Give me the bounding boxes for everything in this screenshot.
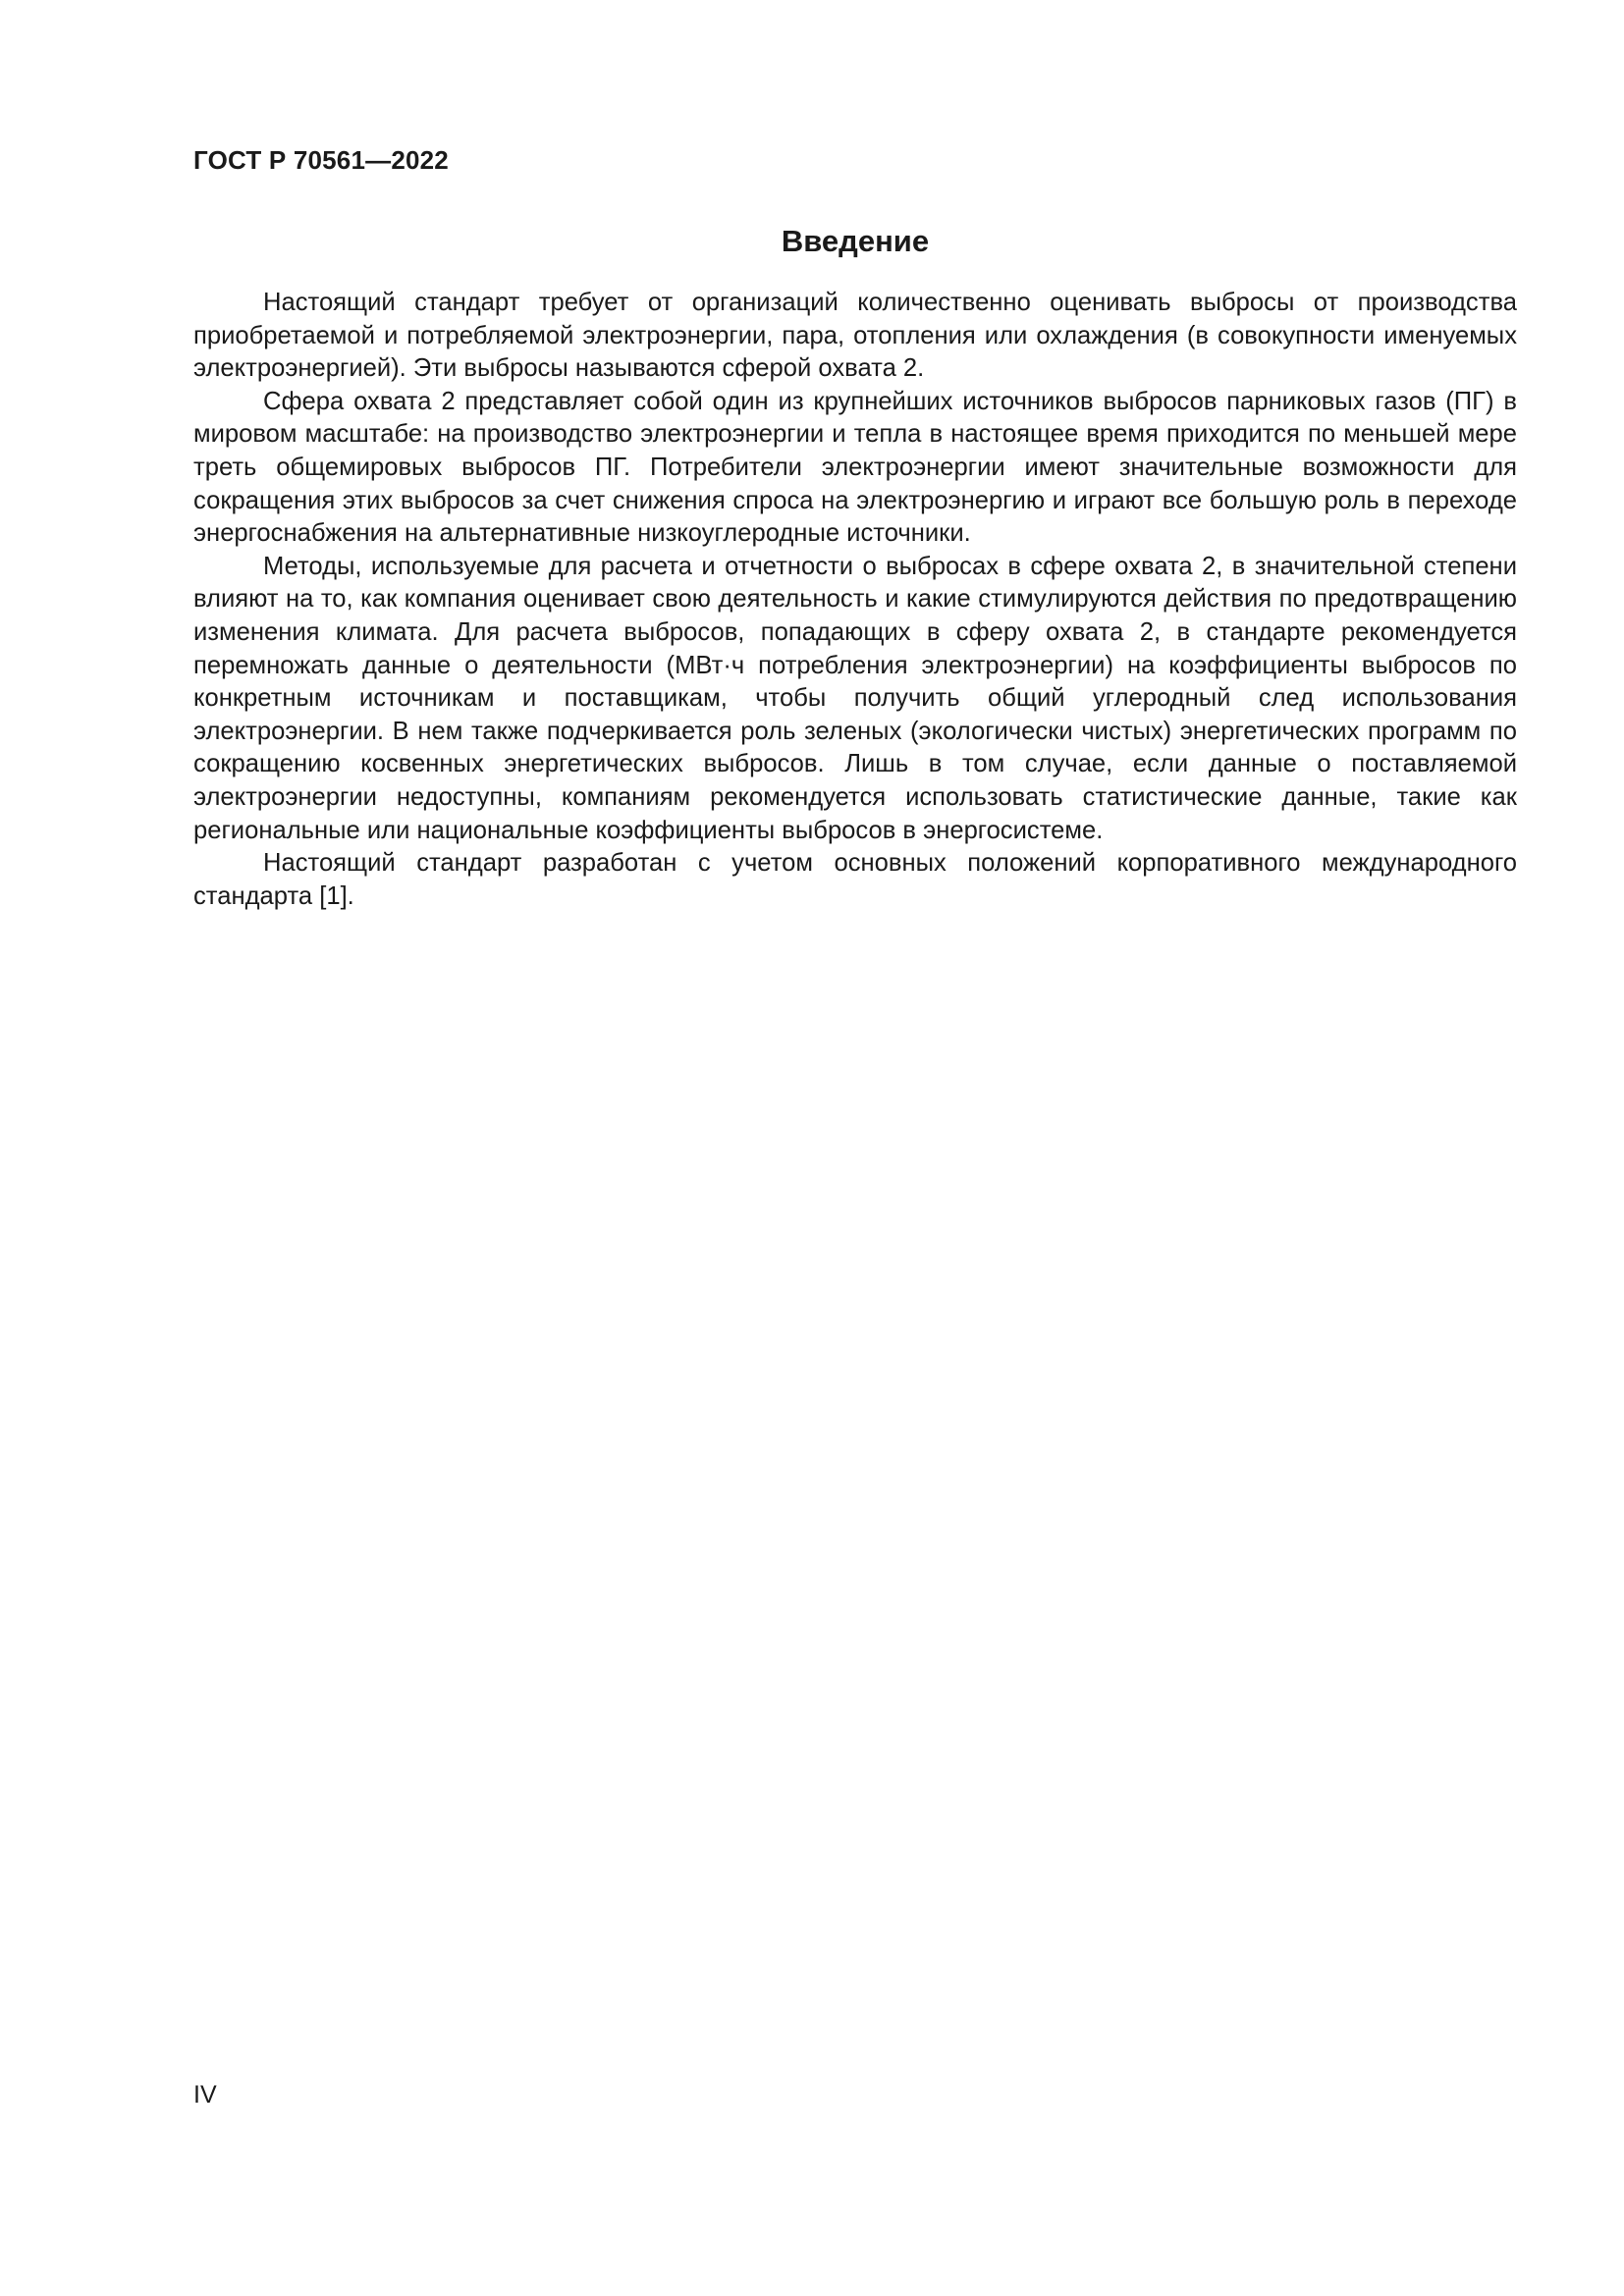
- section-title: Введение: [781, 224, 930, 258]
- paragraph: Настоящий стандарт разработан с учетом основных положений корпоративного международного стандарта [1].: [193, 849, 1517, 910]
- page-number: IV: [193, 2081, 217, 2109]
- section-body: [193, 287, 1517, 913]
- paragraph: Настоящий стандарт требует от организаций количественно оценивать выбросы от производства приобретаемой и потребляемой электроэнергии, пара, отопления или охлаждения (в совокупности именуемых электроэнергией). Эти выбросы называются сферой охвата 2.: [193, 289, 1517, 383]
- standard-id: ГОСТ Р 70561—2022: [193, 145, 449, 175]
- paragraph: Методы, используемые для расчета и отчетности о выбросах в сфере охвата 2, в значительной степени влияют на то, как компания оценивает свою деятельность и какие стимулируются действия по предотвращению изменения климата. Для расчета выбросов, попадающих в сферу охвата 2, в стандарте рекомендуется перемножать данные о деятельности (МВт·ч потребления электроэнергии) на коэффициенты выбросов по конкретным источникам и поставщикам, чтобы получить общий углеродный след использования электроэнергии. В нем также подчеркивается роль зеленых (экологически чистых) энергетических программ по сокращению косвенных энергетических выбросов. Лишь в том случае, если данные о поставляемой электроэнергии недоступны, компаниям рекомендуется использовать статистические данные, такие как региональные или национальные коэффициенты выбросов в энергосистеме.: [193, 552, 1517, 844]
- paragraph: Сфера охвата 2 представляет собой один из крупнейших источников выбросов парниковых газов (ПГ) в мировом масштабе: на производство электроэнергии и тепла в настоящее время приходится по меньшей мере треть общемировых выбросов ПГ. Потребители электроэнергии имеют значительные возможности для сокращения этих выбросов за счет снижения спроса на электроэнергию и играют все большую роль в переходе энергоснабжения на альтернативные низкоуглеродные источники.: [193, 387, 1517, 548]
